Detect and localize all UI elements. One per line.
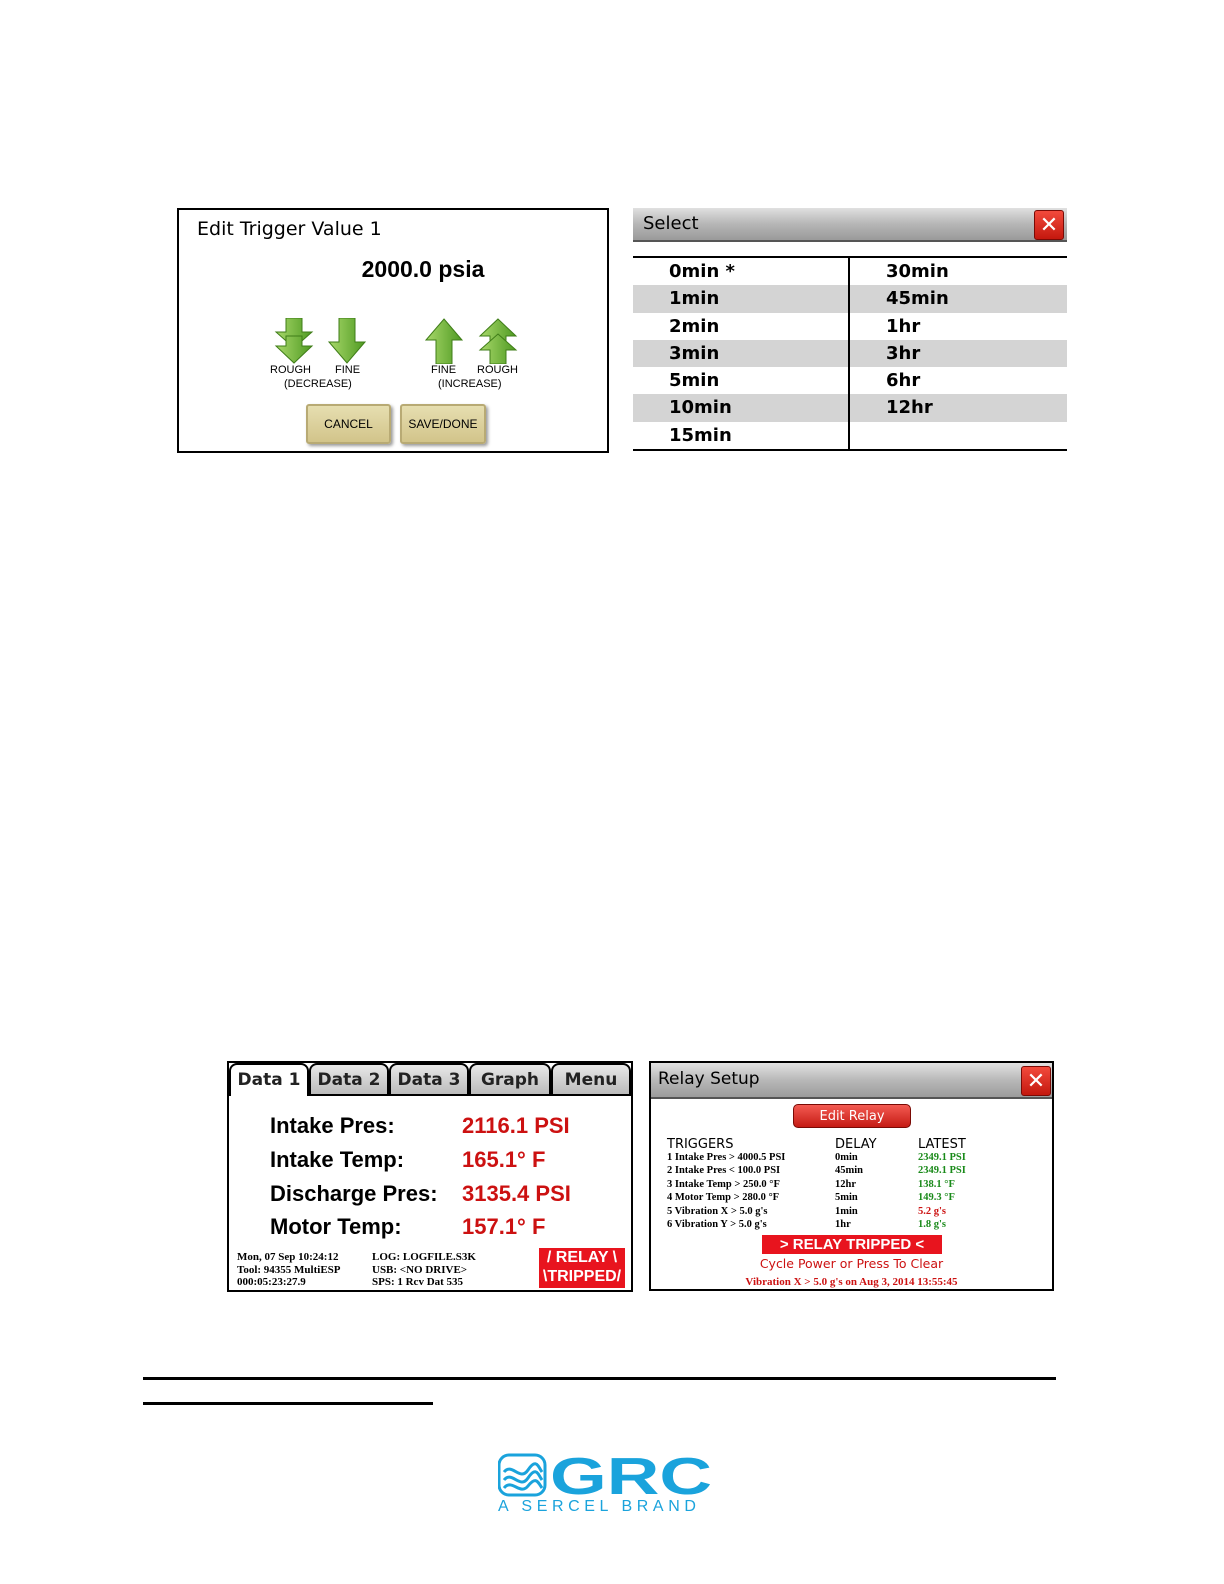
- tab-graph[interactable]: Graph: [469, 1063, 551, 1096]
- relay-tripped-badge[interactable]: [539, 1248, 625, 1288]
- intake-temp-value: 165.1° F: [462, 1147, 546, 1172]
- arrow-up-icon: [424, 318, 464, 364]
- latest-header: LATEST: [918, 1137, 966, 1152]
- status-tool: Tool: 94355 MultiESP: [237, 1263, 341, 1276]
- close-icon[interactable]: ✕: [1034, 210, 1064, 240]
- select-row: [633, 422, 1067, 449]
- tab-data-1[interactable]: Data 1: [229, 1063, 309, 1096]
- relay-setup-dialog: [649, 1061, 1054, 1291]
- latest-list: [918, 1151, 966, 1231]
- status-sps: SPS: 1 Rcv Dat 535: [372, 1276, 464, 1288]
- select-options-table: [633, 256, 1067, 451]
- rough-increase-button[interactable]: [478, 318, 518, 364]
- relay-title: Relay Setup: [658, 1069, 760, 1089]
- double-arrow-down-icon: [274, 318, 314, 364]
- cycle-power-message: Cycle Power or Press To Clear: [759, 1256, 944, 1271]
- motor-temp-label: Motor Temp:: [270, 1214, 402, 1239]
- status-datetime-block: [237, 1251, 341, 1289]
- save-done-button[interactable]: SAVE/DONE: [400, 404, 486, 444]
- relay-tripped-banner[interactable]: > RELAY TRIPPED <: [762, 1235, 942, 1254]
- fine-decrease-label: FINE: [335, 364, 361, 376]
- arrow-down-icon: [327, 318, 367, 364]
- discharge-pres-label: Discharge Pres:: [270, 1181, 438, 1206]
- select-row: [633, 285, 1067, 312]
- trigger-item: 4 Motor Temp > 280.0 °F: [667, 1192, 780, 1204]
- select-option: [850, 422, 1067, 449]
- status-usb: USB: <NO DRIVE>: [372, 1263, 468, 1276]
- edit-relay-button[interactable]: Edit Relay: [793, 1104, 911, 1128]
- cancel-button[interactable]: CANCEL: [306, 404, 391, 444]
- select-option[interactable]: 12hr: [886, 397, 933, 419]
- relay-badge-line-2: \TRIPPED/: [542, 1268, 622, 1285]
- select-dialog: [633, 208, 1067, 452]
- close-icon[interactable]: ✕: [1021, 1066, 1051, 1096]
- select-row: [633, 367, 1067, 394]
- fine-increase-button[interactable]: [424, 318, 464, 364]
- footer-rule: [143, 1377, 1056, 1380]
- triggers-list: [667, 1151, 785, 1231]
- delay-item: 45min: [835, 1165, 864, 1177]
- discharge-pres-value: 3135.4 PSI: [462, 1181, 571, 1206]
- select-option[interactable]: 0min *: [633, 258, 850, 285]
- delay-item: 5min: [835, 1192, 858, 1204]
- relay-header: [651, 1063, 1052, 1099]
- select-header: [633, 208, 1067, 242]
- trigger-item: 6 Vibration Y > 5.0 g's: [667, 1219, 767, 1231]
- select-row: [633, 394, 1067, 421]
- select-row: [633, 258, 1067, 285]
- select-option[interactable]: 5min: [633, 367, 850, 394]
- select-option[interactable]: 3min: [633, 340, 850, 367]
- fine-increase-label: FINE: [431, 364, 457, 376]
- intake-pres-label: Intake Pres:: [270, 1113, 395, 1138]
- select-option[interactable]: 3hr: [886, 342, 921, 364]
- delay-item: 0min: [835, 1152, 858, 1163]
- select-row: [633, 340, 1067, 367]
- latest-item: 1.8 g's: [918, 1219, 947, 1231]
- select-option[interactable]: 1hr: [886, 315, 921, 337]
- select-option[interactable]: 30min: [886, 261, 949, 282]
- status-uptime: 000:05:23:27.9: [237, 1276, 306, 1288]
- select-option[interactable]: 45min: [886, 288, 949, 310]
- fine-decrease-button[interactable]: [327, 318, 367, 364]
- delays-list: [835, 1151, 863, 1231]
- decrease-caption: (DECREASE): [284, 378, 352, 390]
- latest-item: 149.3 °F: [918, 1192, 955, 1204]
- relay-badge-line-1: / RELAY \: [546, 1249, 618, 1266]
- tab-data-2[interactable]: Data 2: [309, 1063, 389, 1096]
- tab-divider: [309, 1094, 631, 1096]
- trigger-item: 1 Intake Pres > 4000.5 PSI: [667, 1152, 786, 1163]
- status-date: Mon, 07 Sep 10:24:12: [237, 1251, 339, 1263]
- tab-bar: [229, 1063, 631, 1096]
- latest-item: 2349.1 PSI: [918, 1152, 966, 1163]
- brand-tagline: A SERCEL BRAND: [498, 1498, 701, 1515]
- status-log-block: [372, 1251, 476, 1289]
- tab-menu[interactable]: Menu: [551, 1063, 631, 1096]
- latest-item: 2349.1 PSI: [918, 1165, 966, 1177]
- select-row: [633, 313, 1067, 340]
- data-screen: [227, 1061, 633, 1292]
- trigger-item: 2 Intake Pres < 100.0 PSI: [667, 1165, 781, 1177]
- select-title: Select: [643, 213, 699, 234]
- intake-temp-label: Intake Temp:: [270, 1147, 405, 1172]
- select-option[interactable]: 2min: [633, 313, 850, 340]
- delay-header: DELAY: [835, 1137, 877, 1152]
- double-arrow-up-icon: [478, 318, 518, 364]
- rough-decrease-button[interactable]: [274, 318, 314, 364]
- logo-text: GRC: [550, 1452, 712, 1506]
- select-option[interactable]: 6hr: [886, 370, 921, 392]
- triggers-header: TRIGGERS: [667, 1137, 734, 1152]
- status-log: LOG: LOGFILE.S3K: [372, 1251, 476, 1263]
- latest-item: 5.2 g's: [918, 1205, 947, 1217]
- trigger-value-display: 2000.0 psia: [361, 256, 485, 282]
- intake-pres-value: 2116.1 PSI: [462, 1113, 570, 1138]
- delay-item: 12hr: [835, 1178, 856, 1190]
- edit-trigger-dialog: [177, 208, 609, 453]
- delay-item: 1min: [835, 1205, 858, 1217]
- trip-event-message: Vibration X > 5.0 g's on Aug 3, 2014 13:55:45: [745, 1276, 958, 1288]
- select-option[interactable]: 1min: [633, 285, 850, 312]
- increase-caption: (INCREASE): [438, 378, 502, 390]
- dialog-title: Edit Trigger Value 1: [197, 218, 382, 240]
- trigger-item: 5 Vibration X > 5.0 g's: [667, 1205, 768, 1217]
- tab-data-3[interactable]: Data 3: [389, 1063, 469, 1096]
- delay-item: 1hr: [835, 1219, 851, 1231]
- trigger-item: 3 Intake Temp > 250.0 °F: [667, 1178, 780, 1190]
- select-option[interactable]: 10min: [633, 394, 850, 421]
- rough-increase-label: ROUGH: [477, 364, 518, 376]
- rough-decrease-label: ROUGH: [270, 364, 311, 376]
- motor-temp-value: 157.1° F: [462, 1214, 546, 1239]
- latest-item: 138.1 °F: [918, 1178, 955, 1190]
- select-option[interactable]: 15min: [633, 422, 850, 449]
- footer-short-rule: [143, 1402, 433, 1405]
